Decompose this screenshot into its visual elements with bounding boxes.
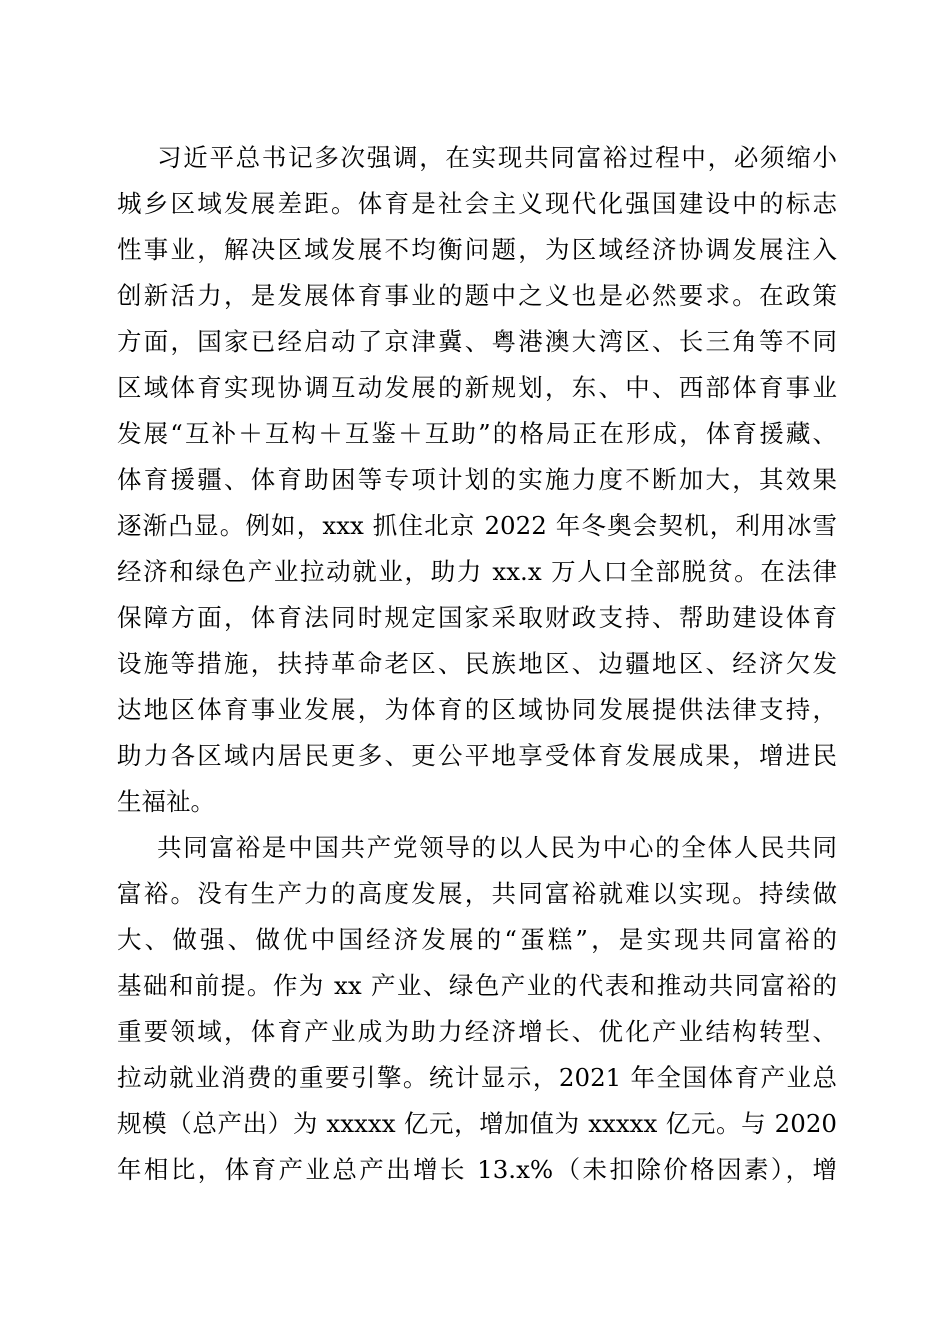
paragraph-1-line-1: 习近平总书记多次强调，在实现共同富裕过程中，必须缩小 — [157, 143, 837, 172]
paragraph-2-line-7: 规模（总产出）为 xxxxx 亿元，增加值为 xxxxx 亿元。与 2020 — [117, 1109, 837, 1138]
paragraph-1-line-8: 体育援疆、体育助困等专项计划的实施力度不断加大，其效果 — [117, 465, 837, 494]
paragraph-1-line-12: 设施等措施，扶持革命老区、民族地区、边疆地区、经济欠发 — [117, 649, 837, 678]
paragraph-2-line-1: 共同富裕是中国共产党领导的以人民为中心的全体人民共同 — [157, 833, 837, 862]
paragraph-2-line-6: 拉动就业消费的重要引擎。统计显示，2021 年全国体育产业总 — [117, 1063, 837, 1092]
paragraph-1-line-7: 发展“互补＋互构＋互鉴＋互助”的格局正在形成，体育援藏、 — [117, 419, 837, 448]
paragraph-1-line-13: 达地区体育事业发展，为体育的区域协同发展提供法律支持， — [117, 695, 837, 724]
paragraph-1-line-4: 创新活力，是发展体育事业的题中之义也是必然要求。在政策 — [117, 281, 837, 310]
paragraph-2-line-3: 大、做强、做优中国经济发展的“蛋糕”，是实现共同富裕的 — [117, 925, 837, 954]
paragraph-1-line-10: 经济和绿色产业拉动就业，助力 xx.x 万人口全部脱贫。在法律 — [117, 557, 837, 586]
paragraph-1-line-9: 逐渐凸显。例如，xxx 抓住北京 2022 年冬奥会契机，利用冰雪 — [117, 511, 837, 540]
paragraph-2-line-2: 富裕。没有生产力的高度发展，共同富裕就难以实现。持续做 — [117, 879, 837, 908]
paragraph-2-line-5: 重要领域，体育产业成为助力经济增长、优化产业结构转型、 — [117, 1017, 837, 1046]
paragraph-1-line-3: 性事业，解决区域发展不均衡问题，为区域经济协调发展注入 — [117, 235, 837, 264]
paragraph-1-line-14: 助力各区域内居民更多、更公平地享受体育发展成果，增进民 — [117, 741, 837, 770]
paragraph-1-line-11: 保障方面，体育法同时规定国家采取财政支持、帮助建设体育 — [117, 603, 837, 632]
paragraph-1-line-2: 城乡区域发展差距。体育是社会主义现代化强国建设中的标志 — [117, 189, 837, 218]
paragraph-2-line-4: 基础和前提。作为 xx 产业、绿色产业的代表和推动共同富裕的 — [117, 971, 837, 1000]
paragraph-1-line-6: 区域体育实现协调互动发展的新规划，东、中、西部体育事业 — [117, 373, 837, 402]
paragraph-1-line-15: 生福祉。 — [117, 787, 215, 816]
paragraph-1-line-5: 方面，国家已经启动了京津冀、粤港澳大湾区、长三角等不同 — [117, 327, 837, 356]
paragraph-2-line-8: 年相比，体育产业总产出增长 13.x%（未扣除价格因素），增 — [117, 1155, 837, 1184]
